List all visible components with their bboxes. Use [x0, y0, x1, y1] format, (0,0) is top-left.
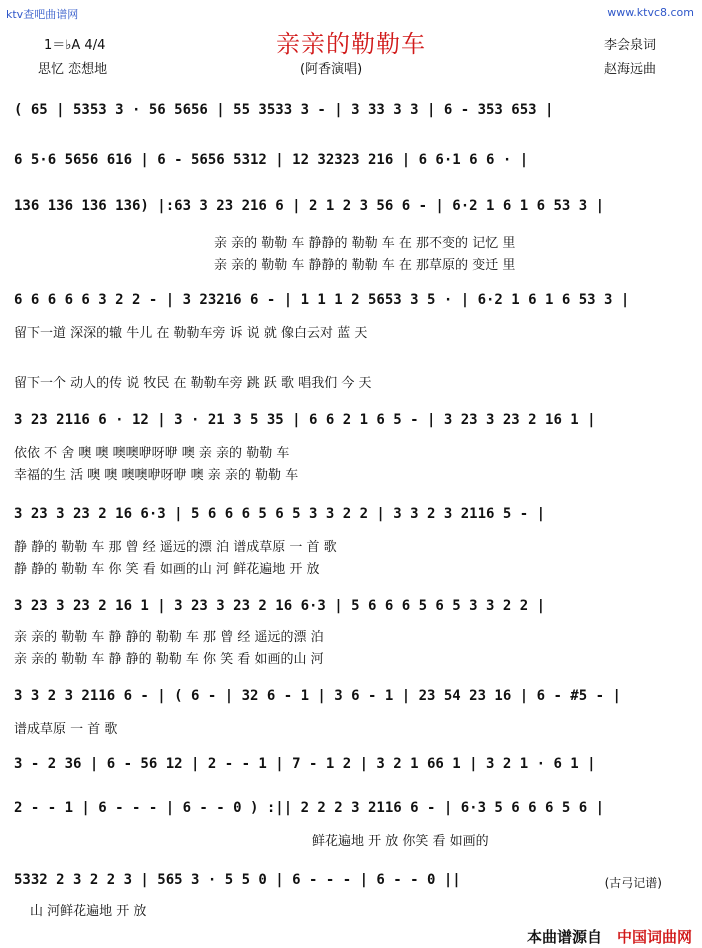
singer: (阿香演唱) — [300, 62, 363, 77]
music-line-9: 3 - 2 36 | 6 - 56 12 | 2 - - 1 | 7 - 1 2 | 3 2 1 66 1 | 3 2 1 · 6 1 | — [14, 756, 596, 772]
music-line-2: 6 5·6 5656 616 | 6 - 5656 5312 | 12 32323 216 | 6 6·1 6 6 · | — [14, 152, 529, 168]
music-line-10: 2 - - 1 | 6 - - - | 6 - - 0 ) :|| 2 2 2 3 2116 6 - | 6·3 5 6 6 6 5 6 | — [14, 800, 605, 816]
lyrics-line-11: 山 河鲜花遍地 开 放 — [30, 904, 147, 919]
lyrics-line-4-verse-2: 留下一个 动人的传 说 牧民 在 勒勒车旁 跳 跃 歌 唱我们 今 天 — [14, 376, 372, 391]
music-line-5: 3 23 2116 6 · 12 | 3 · 21 3 5 35 | 6 6 2 1 6 5 - | 3 23 3 23 2 16 1 | — [14, 412, 596, 428]
composer: 赵海远曲 — [603, 62, 656, 77]
music-line-1: ( 65 | 5353 3 · 56 5656 | 55 3533 3 - | 3 33 3 3 | 6 - 353 653 | — [14, 102, 554, 118]
expression-mark: 思忆 恋想地 — [38, 62, 108, 77]
lyrics-line-3-verse-2: 亲 亲的 勒勒 车 静静的 勒勒 车 在 那草原的 变迁 里 — [214, 258, 516, 273]
source-label: 本曲谱源自 — [526, 928, 602, 946]
music-line-11: 5332 2 3 2 2 3 | 565 3 · 5 5 0 | 6 - - - | 6 - - 0 || — [14, 872, 461, 888]
site-watermark-top-right: www.ktvc8.com — [607, 6, 694, 19]
lyrics-line-10: 鲜花遍地 开 放 你笑 看 如画的 — [312, 834, 489, 849]
music-line-8: 3 3 2 3 2116 6 - | ( 6 - | 32 6 - 1 | 3 6 - 1 | 23 54 23 16 | 6 - #5 - | — [14, 688, 621, 704]
music-line-3: 136 136 136 136) |:63 3 23 216 6 | 2 1 2 3 56 6 - | 6·2 1 6 1 6 53 3 | — [14, 198, 605, 214]
lyrics-line-5-verse-1: 依依 不 舍 噢 噢 噢噢咿呀咿 噢 亲 亲的 勒勒 车 — [14, 446, 290, 461]
lyricist: 李会泉词 — [603, 38, 656, 53]
lyrics-line-7-verse-2: 亲 亲的 勒勒 车 静 静的 勒勒 车 你 笑 看 如画的山 河 — [14, 652, 324, 667]
song-title: 亲亲的勒勒车 — [276, 30, 426, 58]
music-line-4: 6 6 6 6 6 3 2 2 - | 3 23216 6 - | 1 1 1 2 5653 3 5 · | 6·2 1 6 1 6 53 3 | — [14, 292, 630, 308]
transcriber-note: (古弓记谱) — [604, 876, 662, 890]
key-signature: 1＝♭A 4/4 — [44, 38, 106, 53]
lyrics-line-7-verse-1: 亲 亲的 勒勒 车 静 静的 勒勒 车 那 曾 经 遥远的漂 泊 — [14, 630, 324, 645]
music-line-7: 3 23 3 23 2 16 1 | 3 23 3 23 2 16 6·3 | 5 6 6 6 5 6 5 3 3 2 2 | — [14, 598, 546, 614]
site-watermark-top-left: ktv查吧曲谱网 — [6, 8, 79, 21]
lyrics-line-6-verse-2: 静 静的 勒勒 车 你 笑 看 如画的山 河 鲜花遍地 开 放 — [14, 562, 320, 577]
music-line-6: 3 23 3 23 2 16 6·3 | 5 6 6 6 5 6 5 3 3 2 2 | 3 3 2 3 2116 5 - | — [14, 506, 546, 522]
lyrics-line-3-verse-1: 亲 亲的 勒勒 车 静静的 勒勒 车 在 那不变的 记忆 里 — [214, 236, 516, 251]
lyrics-line-6-verse-1: 静 静的 勒勒 车 那 曾 经 遥远的漂 泊 谱成草原 一 首 歌 — [14, 540, 337, 555]
lyrics-line-8: 谱成草原 一 首 歌 — [14, 722, 118, 737]
lyrics-line-5-verse-2: 幸福的生 活 噢 噢 噢噢咿呀咿 噢 亲 亲的 勒勒 车 — [14, 468, 299, 483]
lyrics-line-4-verse-1: 留下一道 深深的辙 牛儿 在 勒勒车旁 诉 说 就 像白云对 蓝 天 — [14, 326, 368, 341]
source-site-link[interactable]: 中国词曲网 — [616, 928, 692, 946]
